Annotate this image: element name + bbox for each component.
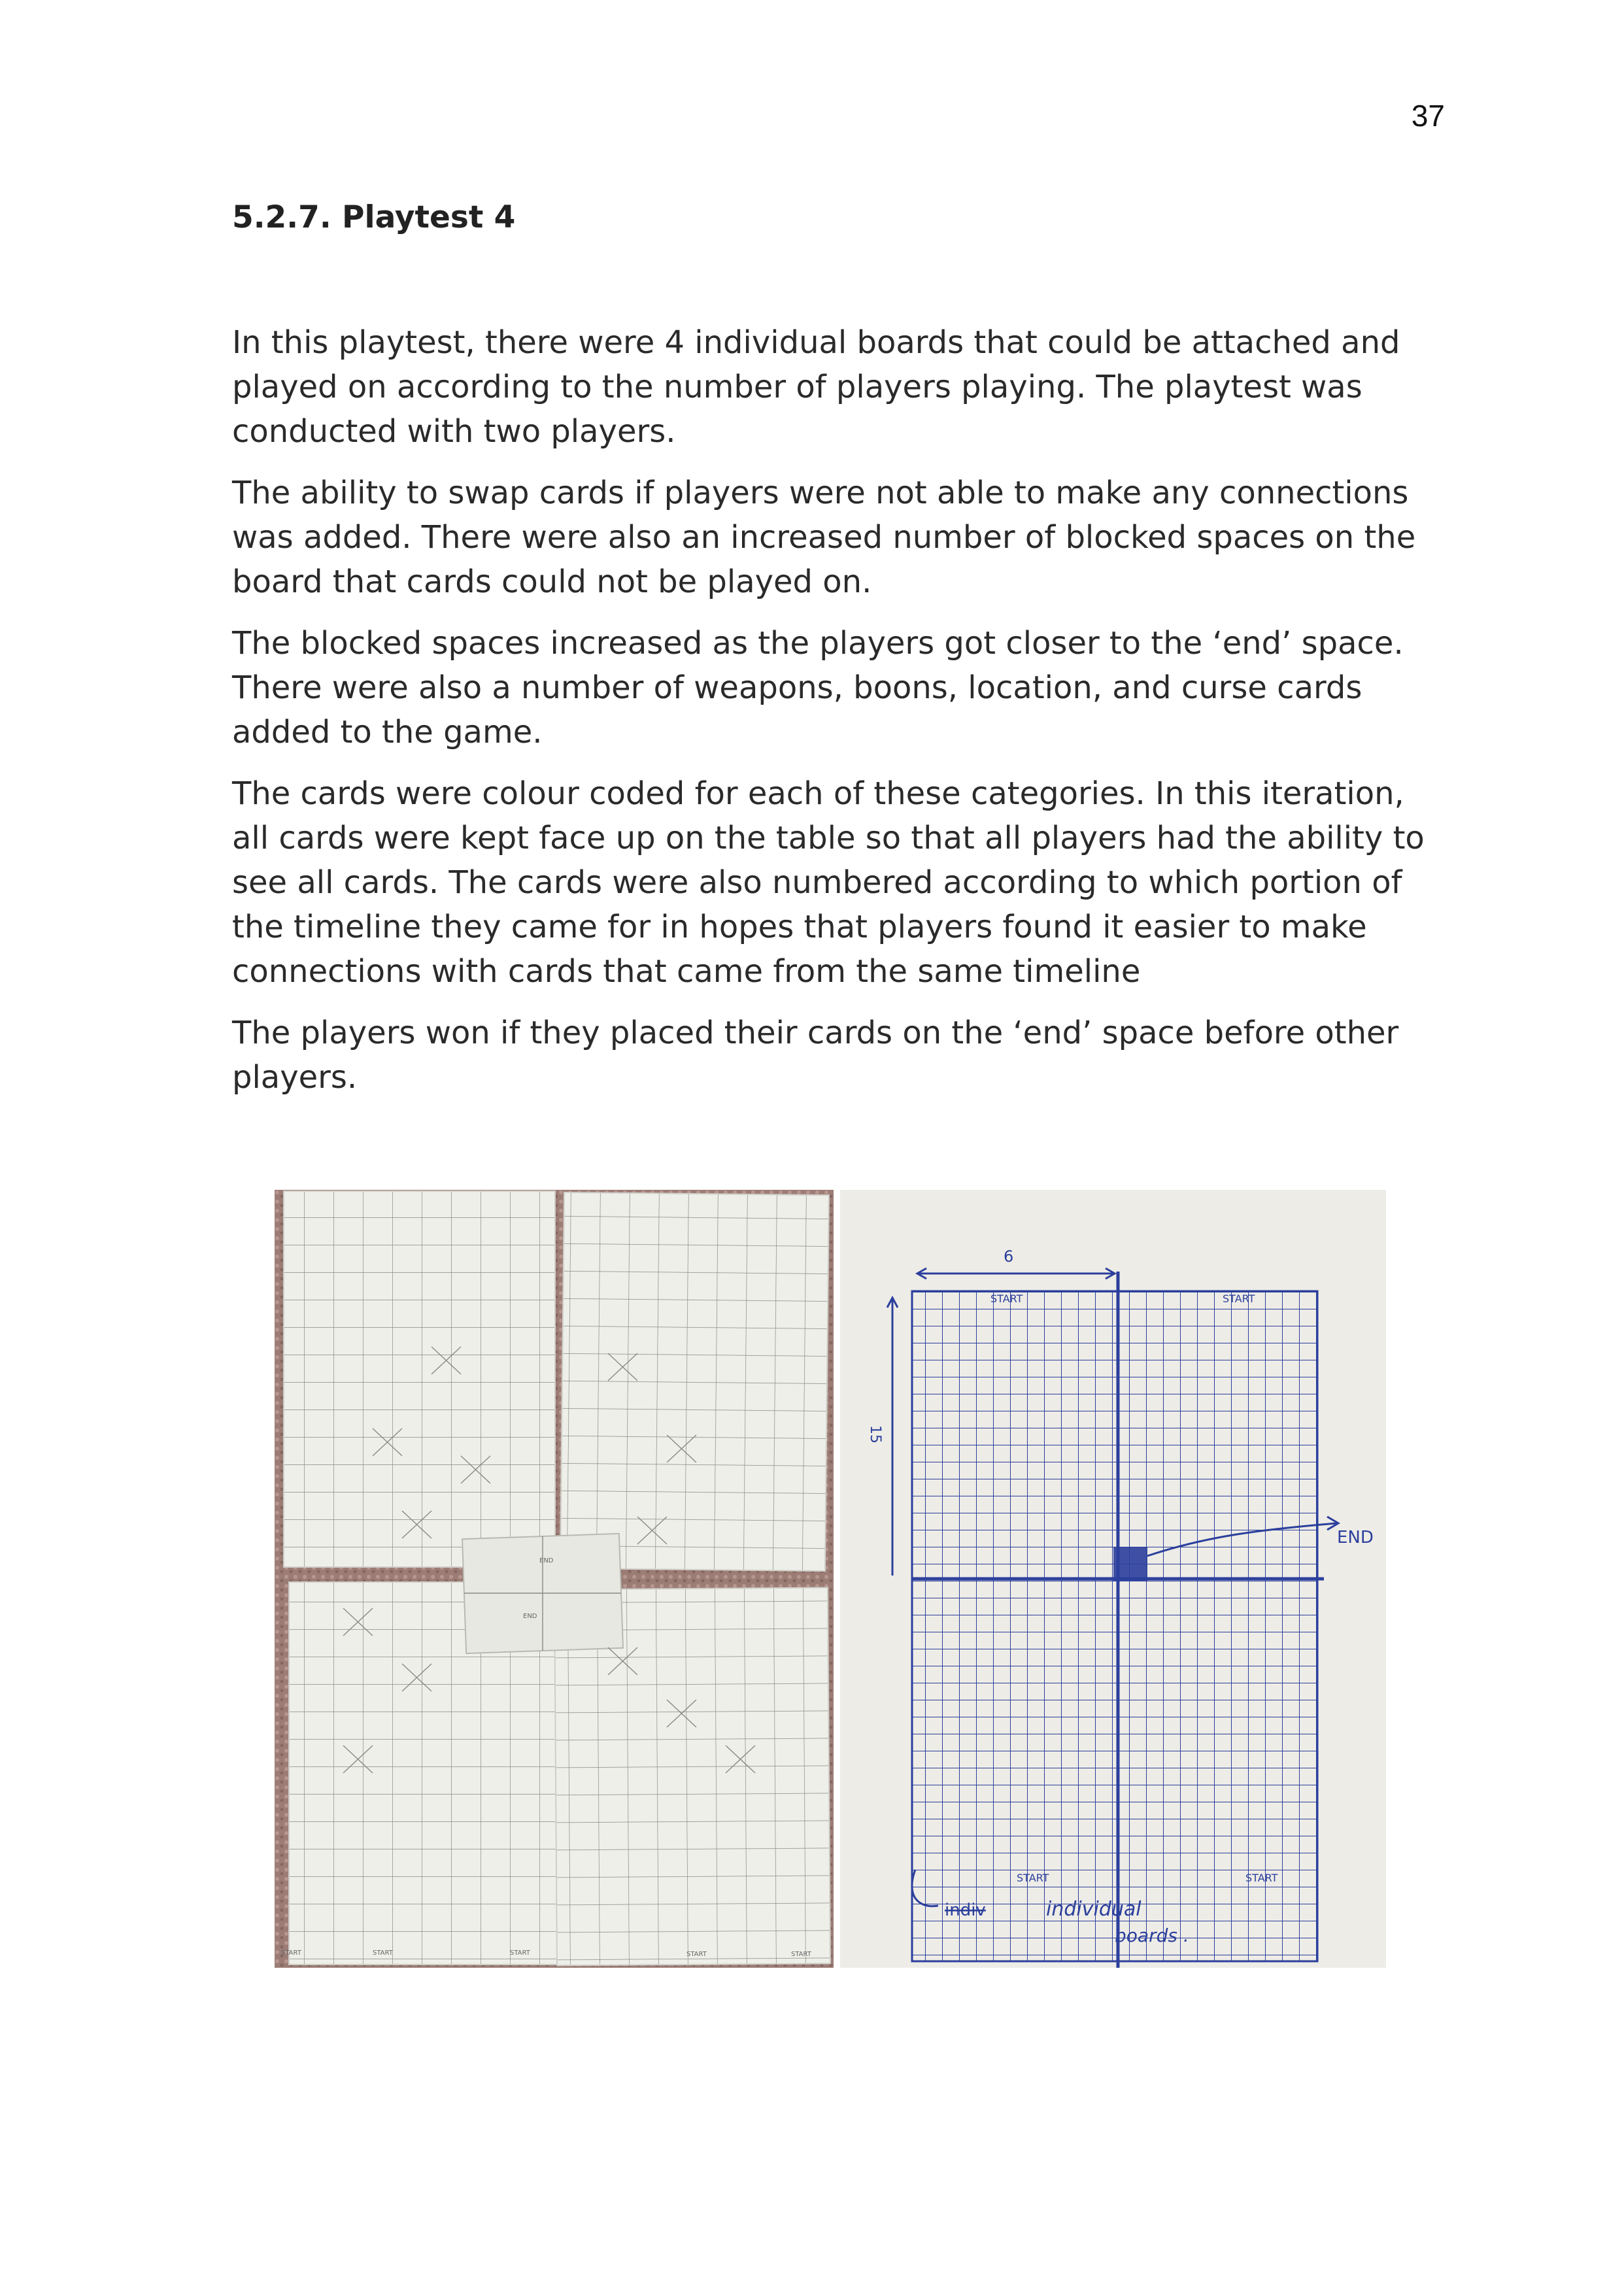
photo-start-label: START xyxy=(510,1949,530,1957)
photo-start-label: START xyxy=(791,1951,811,1958)
board-photo xyxy=(275,1190,834,1968)
paper-board-top-right xyxy=(560,1192,829,1571)
board-sketch xyxy=(840,1190,1386,1968)
start-label-bottom-left: START xyxy=(1017,1872,1049,1884)
photo-start-label: START xyxy=(281,1949,301,1957)
center-end-tile xyxy=(462,1534,623,1653)
end-square xyxy=(1113,1547,1147,1581)
paragraph-win-condition: The players won if they placed their cards on the ‘end’ space before other players. xyxy=(232,1015,1399,1096)
section-heading: 5.2.7. Playtest 4 xyxy=(232,199,516,235)
start-label-bottom-right: START xyxy=(1245,1872,1278,1884)
paragraph-boards: In this playtest, there were 4 individual boards that could be attached and played on according to the number of players playing. The playtest was conducted with two players. xyxy=(232,324,1400,450)
page-number: 37 xyxy=(1411,99,1445,133)
photo-start-label: START xyxy=(686,1951,707,1958)
body-text xyxy=(232,320,1448,1117)
paragraph-colour-coding: The cards were colour coded for each of these categories. In this iteration, all cards were kept face up on the table so that all players had the ability to see all cards. The cards were also numbered according to which portion of the timeline they came for in hopes that players found it easier to make connections with cards that came from the same timeline xyxy=(232,775,1425,990)
start-label-top-right: START xyxy=(1223,1292,1255,1305)
paragraph-swap-cards: The ability to swap cards if players were not able to make any connections was added. There were also an increased number of blocked spaces on the board that cards could not be played on. xyxy=(232,475,1416,600)
sketch-note: boards . xyxy=(1115,1925,1189,1946)
end-label: END xyxy=(1337,1528,1374,1547)
photo-end-label: END xyxy=(539,1557,554,1564)
paper-board-top-left xyxy=(284,1191,555,1567)
photo-end-label: END xyxy=(523,1613,537,1620)
paragraph-blocked-spaces: The blocked spaces increased as the players got closer to the ‘end’ space. There were also a number of weapons, boons, location, and curse cards added to the game. xyxy=(232,625,1404,751)
width-label: 6 xyxy=(1004,1247,1014,1266)
photo-start-label: START xyxy=(373,1949,393,1957)
scribble-text: indiv xyxy=(945,1900,986,1920)
start-label-top-left: START xyxy=(990,1292,1023,1305)
height-label: 15 xyxy=(867,1425,883,1443)
sketch-note: individual xyxy=(1046,1898,1142,1921)
sketch-grid xyxy=(912,1272,1324,1968)
figure-row xyxy=(275,1190,1386,1968)
